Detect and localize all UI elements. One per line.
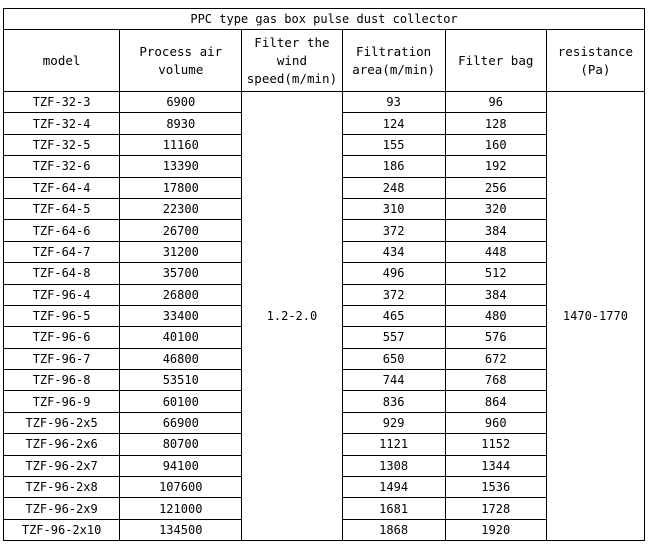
cell-filter-bag: 864 — [445, 391, 546, 412]
cell-process-air-volume: 80700 — [120, 434, 242, 455]
cell-process-air-volume: 134500 — [120, 519, 242, 540]
cell-process-air-volume: 17800 — [120, 177, 242, 198]
cell-filtration-area: 744 — [342, 370, 445, 391]
cell-filter-bag: 1728 — [445, 498, 546, 519]
cell-filter-bag: 480 — [445, 305, 546, 326]
cell-model: TZF-64-5 — [4, 198, 120, 219]
cell-filtration-area: 650 — [342, 348, 445, 369]
cell-filter-bag: 576 — [445, 327, 546, 348]
cell-filter-bag: 1152 — [445, 434, 546, 455]
cell-filtration-area: 310 — [342, 198, 445, 219]
cell-filter-bag: 384 — [445, 284, 546, 305]
cell-process-air-volume: 8930 — [120, 113, 242, 134]
cell-process-air-volume: 22300 — [120, 198, 242, 219]
cell-filter-bag: 256 — [445, 177, 546, 198]
cell-filtration-area: 248 — [342, 177, 445, 198]
cell-model: TZF-32-4 — [4, 113, 120, 134]
cell-filter-bag: 160 — [445, 134, 546, 155]
cell-process-air-volume: 33400 — [120, 305, 242, 326]
cell-filtration-area: 836 — [342, 391, 445, 412]
cell-filter-bag: 1536 — [445, 477, 546, 498]
cell-filter-bag: 1344 — [445, 455, 546, 476]
cell-filter-bag: 448 — [445, 241, 546, 262]
cell-process-air-volume: 6900 — [120, 92, 242, 113]
cell-filtration-area: 1121 — [342, 434, 445, 455]
table-row — [4, 92, 645, 113]
table-title: PPC type gas box pulse dust collector — [4, 9, 645, 30]
cell-process-air-volume: 94100 — [120, 455, 242, 476]
cell-process-air-volume: 35700 — [120, 263, 242, 284]
cell-filtration-area: 557 — [342, 327, 445, 348]
header-filter-wind-speed: Filter the wind speed(m/min) — [242, 30, 342, 92]
cell-process-air-volume: 26800 — [120, 284, 242, 305]
cell-process-air-volume: 60100 — [120, 391, 242, 412]
spec-table — [3, 8, 645, 541]
cell-process-air-volume: 31200 — [120, 241, 242, 262]
cell-model: TZF-32-3 — [4, 92, 120, 113]
cell-filter-bag: 384 — [445, 220, 546, 241]
cell-model: TZF-96-2x7 — [4, 455, 120, 476]
cell-filtration-area: 929 — [342, 412, 445, 433]
cell-process-air-volume: 40100 — [120, 327, 242, 348]
header-model: model — [4, 30, 120, 92]
cell-filtration-area: 372 — [342, 220, 445, 241]
cell-filter-bag: 192 — [445, 156, 546, 177]
header-process-air-volume: Process air volume — [120, 30, 242, 92]
cell-model: TZF-96-2x6 — [4, 434, 120, 455]
cell-model: TZF-64-8 — [4, 263, 120, 284]
cell-filter-bag: 512 — [445, 263, 546, 284]
cell-filter-wind-speed: 1.2-2.0 — [242, 92, 342, 541]
cell-model: TZF-96-2x8 — [4, 477, 120, 498]
cell-filter-bag: 960 — [445, 412, 546, 433]
cell-filter-bag: 96 — [445, 92, 546, 113]
cell-process-air-volume: 107600 — [120, 477, 242, 498]
cell-process-air-volume: 121000 — [120, 498, 242, 519]
header-filtration-area: Filtration area(m/min) — [342, 30, 445, 92]
cell-filter-bag: 320 — [445, 198, 546, 219]
cell-model: TZF-64-4 — [4, 177, 120, 198]
cell-model: TZF-96-9 — [4, 391, 120, 412]
cell-resistance: 1470-1770 — [546, 92, 644, 541]
cell-model: TZF-32-5 — [4, 134, 120, 155]
cell-filter-bag: 128 — [445, 113, 546, 134]
header-filter-bag: Filter bag — [445, 30, 546, 92]
cell-model: TZF-96-2x10 — [4, 519, 120, 540]
header-resistance: resistance (Pa) — [546, 30, 644, 92]
cell-model: TZF-96-2x9 — [4, 498, 120, 519]
cell-model: TZF-32-6 — [4, 156, 120, 177]
cell-process-air-volume: 13390 — [120, 156, 242, 177]
cell-filtration-area: 155 — [342, 134, 445, 155]
cell-filtration-area: 1681 — [342, 498, 445, 519]
cell-process-air-volume: 11160 — [120, 134, 242, 155]
cell-process-air-volume: 26700 — [120, 220, 242, 241]
cell-filtration-area: 372 — [342, 284, 445, 305]
cell-process-air-volume: 46800 — [120, 348, 242, 369]
cell-filtration-area: 434 — [342, 241, 445, 262]
cell-filtration-area: 124 — [342, 113, 445, 134]
cell-model: TZF-96-8 — [4, 370, 120, 391]
cell-model: TZF-96-4 — [4, 284, 120, 305]
cell-filter-bag: 1920 — [445, 519, 546, 540]
cell-filter-bag: 768 — [445, 370, 546, 391]
cell-filter-bag: 672 — [445, 348, 546, 369]
cell-filtration-area: 186 — [342, 156, 445, 177]
cell-model: TZF-96-6 — [4, 327, 120, 348]
cell-model: TZF-96-2x5 — [4, 412, 120, 433]
cell-process-air-volume: 66900 — [120, 412, 242, 433]
cell-filtration-area: 1308 — [342, 455, 445, 476]
cell-model: TZF-96-7 — [4, 348, 120, 369]
cell-process-air-volume: 53510 — [120, 370, 242, 391]
cell-filtration-area: 93 — [342, 92, 445, 113]
cell-model: TZF-64-6 — [4, 220, 120, 241]
cell-model: TZF-96-5 — [4, 305, 120, 326]
cell-filtration-area: 1494 — [342, 477, 445, 498]
cell-filtration-area: 1868 — [342, 519, 445, 540]
cell-model: TZF-64-7 — [4, 241, 120, 262]
cell-filtration-area: 496 — [342, 263, 445, 284]
cell-filtration-area: 465 — [342, 305, 445, 326]
